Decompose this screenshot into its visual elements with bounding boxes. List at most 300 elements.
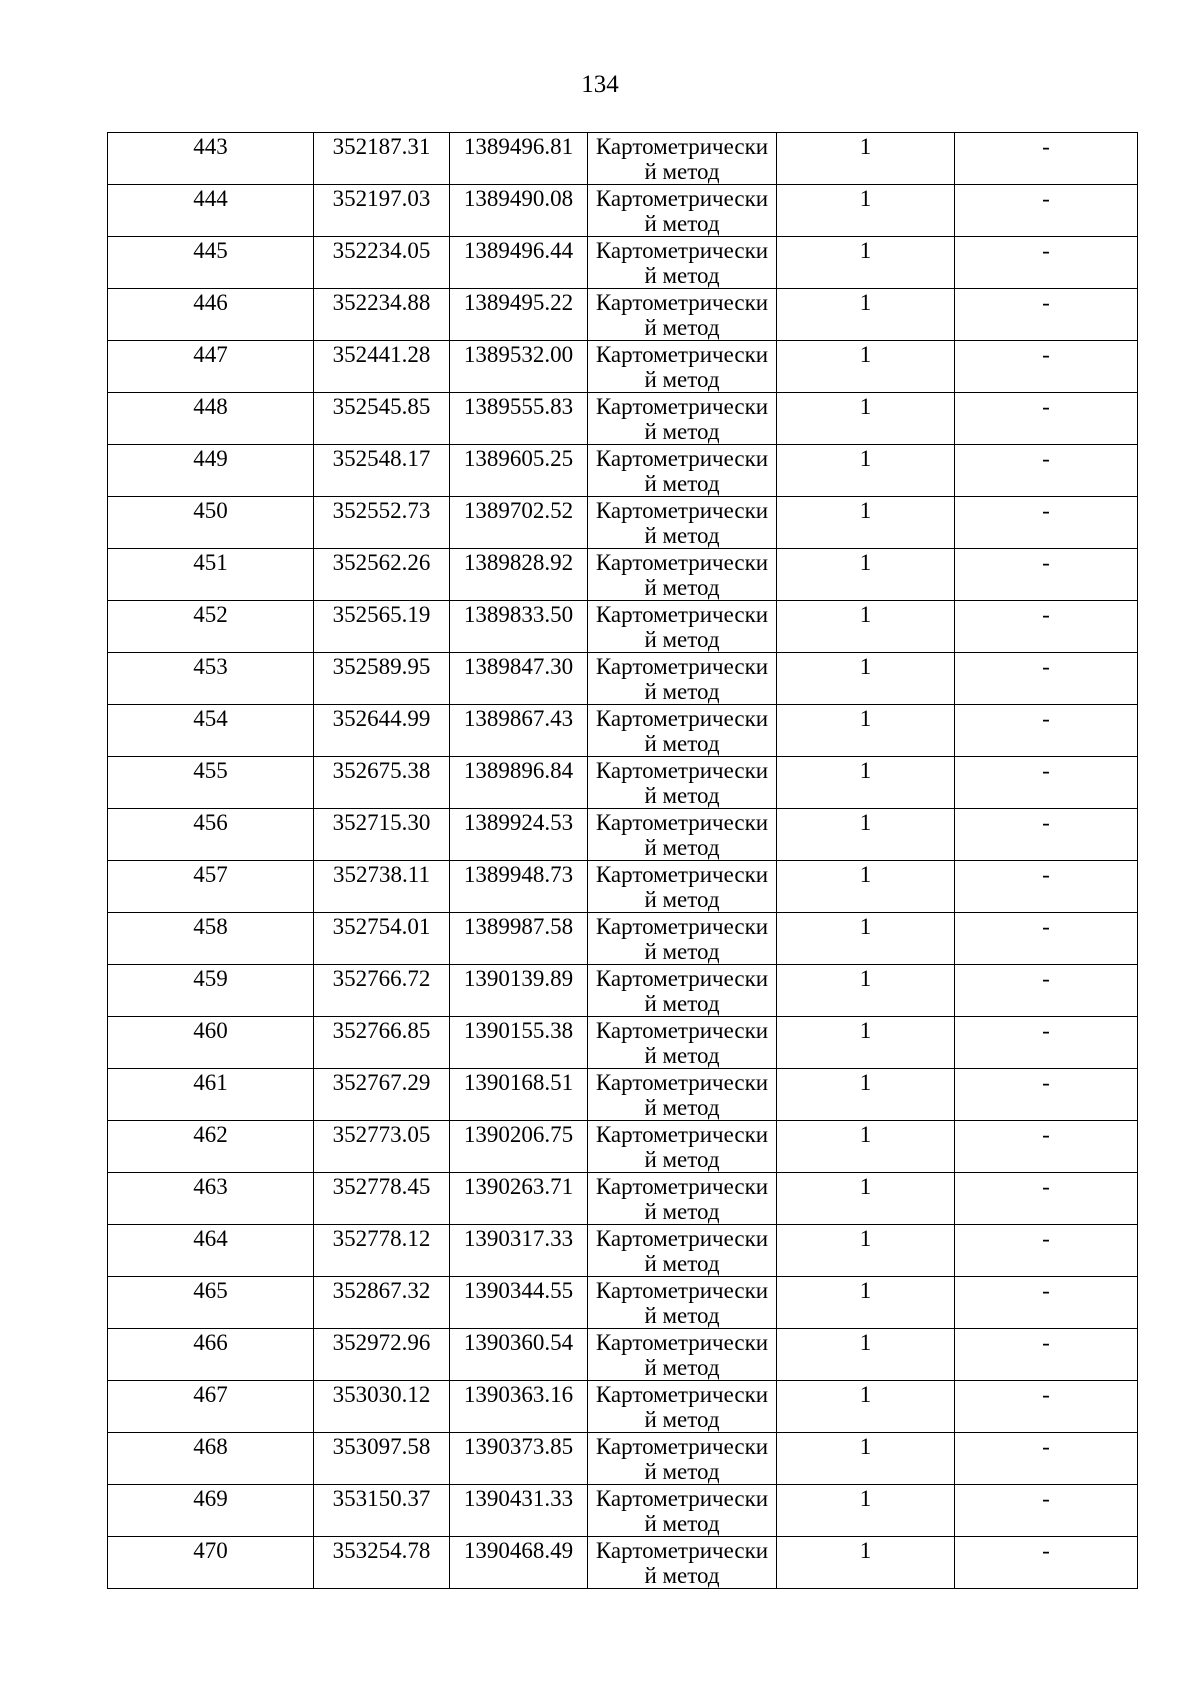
x-coordinate-cell xyxy=(314,653,450,705)
x-coordinate-value: 352738.11 xyxy=(333,862,430,887)
table-row xyxy=(108,1225,1138,1277)
point-number-value: 451 xyxy=(193,550,228,575)
method-value: Картометрически й метод xyxy=(595,1382,769,1432)
description-value: - xyxy=(1042,1486,1050,1511)
x-coordinate-value: 352867.32 xyxy=(332,1278,431,1303)
point-number-cell xyxy=(108,913,314,965)
y-coordinate-value: 1390431.33 xyxy=(463,1486,574,1511)
x-coordinate-cell xyxy=(314,185,450,237)
accuracy-value: 1 xyxy=(859,1226,872,1251)
description-cell xyxy=(955,965,1138,1017)
point-number-value: 463 xyxy=(193,1174,228,1199)
description-cell xyxy=(955,341,1138,393)
method-value: Картометрически й метод xyxy=(595,186,769,236)
accuracy-value: 1 xyxy=(859,550,872,575)
x-coordinate-value: 352766.85 xyxy=(332,1018,431,1043)
accuracy-cell xyxy=(777,1329,955,1381)
description-value: - xyxy=(1042,1330,1050,1355)
y-coordinate-cell xyxy=(450,757,588,809)
x-coordinate-cell xyxy=(314,705,450,757)
accuracy-value: 1 xyxy=(859,134,872,159)
accuracy-value: 1 xyxy=(859,1382,872,1407)
table-row xyxy=(108,185,1138,237)
y-coordinate-cell xyxy=(450,653,588,705)
accuracy-cell xyxy=(777,1433,955,1485)
method-cell xyxy=(588,705,777,757)
y-coordinate-value: 1390363.16 xyxy=(463,1382,574,1407)
description-cell xyxy=(955,1485,1138,1537)
y-coordinate-cell xyxy=(450,1537,588,1589)
method-value: Картометрически й метод xyxy=(595,654,769,704)
x-coordinate-cell xyxy=(314,1069,450,1121)
point-number-cell xyxy=(108,549,314,601)
x-coordinate-value: 352234.88 xyxy=(332,290,431,315)
table-row xyxy=(108,757,1138,809)
table-row xyxy=(108,1485,1138,1537)
accuracy-value: 1 xyxy=(859,1434,872,1459)
description-cell xyxy=(955,653,1138,705)
accuracy-cell xyxy=(777,1173,955,1225)
method-cell xyxy=(588,965,777,1017)
method-value: Картометрически й метод xyxy=(595,1330,769,1380)
method-cell xyxy=(588,1277,777,1329)
description-value: - xyxy=(1042,1070,1050,1095)
method-cell xyxy=(588,497,777,549)
y-coordinate-cell xyxy=(450,1433,588,1485)
accuracy-cell xyxy=(777,497,955,549)
x-coordinate-cell xyxy=(314,549,450,601)
method-value: Картометрически й метод xyxy=(595,290,769,340)
table-row xyxy=(108,445,1138,497)
description-cell xyxy=(955,1017,1138,1069)
method-cell xyxy=(588,393,777,445)
method-value: Картометрически й метод xyxy=(595,862,769,912)
accuracy-cell xyxy=(777,445,955,497)
description-cell xyxy=(955,393,1138,445)
method-cell xyxy=(588,1485,777,1537)
accuracy-value: 1 xyxy=(859,238,872,263)
y-coordinate-value: 1389496.44 xyxy=(463,238,574,263)
y-coordinate-value: 1389828.92 xyxy=(463,550,574,575)
x-coordinate-cell xyxy=(314,1173,450,1225)
description-cell xyxy=(955,601,1138,653)
x-coordinate-value: 352675.38 xyxy=(332,758,431,783)
point-number-cell xyxy=(108,1537,314,1589)
method-value: Картометрически й метод xyxy=(595,1434,769,1484)
point-number-value: 446 xyxy=(193,290,228,315)
point-number-cell xyxy=(108,809,314,861)
point-number-cell xyxy=(108,1329,314,1381)
method-cell xyxy=(588,913,777,965)
x-coordinate-value: 352589.95 xyxy=(332,654,431,679)
x-coordinate-cell xyxy=(314,757,450,809)
point-number-value: 452 xyxy=(193,602,228,627)
method-cell xyxy=(588,1225,777,1277)
y-coordinate-cell xyxy=(450,1225,588,1277)
method-value: Картометрически й метод xyxy=(595,1486,769,1536)
method-value: Картометрически й метод xyxy=(595,550,769,600)
x-coordinate-value: 352545.85 xyxy=(332,394,431,419)
method-cell xyxy=(588,1069,777,1121)
description-cell xyxy=(955,185,1138,237)
x-coordinate-value: 352715.30 xyxy=(332,810,431,835)
y-coordinate-value: 1389555.83 xyxy=(463,394,574,419)
point-number-cell xyxy=(108,393,314,445)
description-cell xyxy=(955,1173,1138,1225)
accuracy-value: 1 xyxy=(859,342,872,367)
method-cell xyxy=(588,757,777,809)
description-cell xyxy=(955,1433,1138,1485)
description-cell xyxy=(955,913,1138,965)
y-coordinate-cell xyxy=(450,965,588,1017)
point-number-value: 459 xyxy=(193,966,228,991)
description-cell xyxy=(955,1069,1138,1121)
table-row xyxy=(108,1069,1138,1121)
method-value: Картометрически й метод xyxy=(595,1278,769,1328)
accuracy-cell xyxy=(777,185,955,237)
point-number-cell xyxy=(108,653,314,705)
point-number-cell xyxy=(108,1485,314,1537)
accuracy-value: 1 xyxy=(859,1330,872,1355)
point-number-cell xyxy=(108,705,314,757)
method-cell xyxy=(588,185,777,237)
description-value: - xyxy=(1042,654,1050,679)
x-coordinate-value: 352766.72 xyxy=(332,966,431,991)
accuracy-cell xyxy=(777,1225,955,1277)
y-coordinate-cell xyxy=(450,601,588,653)
accuracy-value: 1 xyxy=(859,1278,872,1303)
accuracy-value: 1 xyxy=(859,446,872,471)
table-row xyxy=(108,1537,1138,1589)
x-coordinate-value: 352565.19 xyxy=(332,602,431,627)
description-value: - xyxy=(1042,446,1050,471)
x-coordinate-cell xyxy=(314,601,450,653)
method-value: Картометрически й метод xyxy=(595,758,769,808)
accuracy-value: 1 xyxy=(859,758,872,783)
accuracy-cell xyxy=(777,705,955,757)
point-number-value: 450 xyxy=(193,498,228,523)
point-number-value: 447 xyxy=(193,342,228,367)
coordinates-table xyxy=(107,132,1138,1589)
accuracy-value: 1 xyxy=(859,706,872,731)
point-number-cell xyxy=(108,289,314,341)
description-value: - xyxy=(1042,342,1050,367)
y-coordinate-value: 1390263.71 xyxy=(463,1174,574,1199)
x-coordinate-value: 352562.26 xyxy=(332,550,431,575)
accuracy-value: 1 xyxy=(859,1018,872,1043)
point-number-value: 458 xyxy=(193,914,228,939)
accuracy-value: 1 xyxy=(859,186,872,211)
table-row xyxy=(108,1173,1138,1225)
point-number-cell xyxy=(108,1173,314,1225)
description-value: - xyxy=(1042,1434,1050,1459)
table-row xyxy=(108,965,1138,1017)
accuracy-cell xyxy=(777,861,955,913)
method-cell xyxy=(588,653,777,705)
accuracy-value: 1 xyxy=(859,1122,872,1147)
y-coordinate-cell xyxy=(450,913,588,965)
x-coordinate-cell xyxy=(314,237,450,289)
point-number-value: 466 xyxy=(193,1330,228,1355)
accuracy-cell xyxy=(777,1381,955,1433)
description-cell xyxy=(955,549,1138,601)
method-value: Картометрически й метод xyxy=(595,602,769,652)
method-cell xyxy=(588,1381,777,1433)
accuracy-cell xyxy=(777,393,955,445)
y-coordinate-cell xyxy=(450,341,588,393)
x-coordinate-cell xyxy=(314,965,450,1017)
method-value: Картометрически й метод xyxy=(595,1122,769,1172)
point-number-cell xyxy=(108,1381,314,1433)
y-coordinate-cell xyxy=(450,497,588,549)
point-number-cell xyxy=(108,965,314,1017)
description-value: - xyxy=(1042,758,1050,783)
y-coordinate-value: 1390360.54 xyxy=(463,1330,574,1355)
method-value: Картометрически й метод xyxy=(595,238,769,288)
y-coordinate-value: 1389605.25 xyxy=(463,446,574,471)
accuracy-value: 1 xyxy=(859,394,872,419)
method-value: Картометрически й метод xyxy=(595,394,769,444)
accuracy-value: 1 xyxy=(859,810,872,835)
x-coordinate-value: 352778.12 xyxy=(332,1226,431,1251)
method-cell xyxy=(588,1173,777,1225)
x-coordinate-value: 352234.05 xyxy=(332,238,431,263)
point-number-cell xyxy=(108,757,314,809)
description-value: - xyxy=(1042,1278,1050,1303)
accuracy-value: 1 xyxy=(859,602,872,627)
y-coordinate-cell xyxy=(450,1329,588,1381)
point-number-value: 455 xyxy=(193,758,228,783)
description-cell xyxy=(955,1329,1138,1381)
method-cell xyxy=(588,341,777,393)
y-coordinate-value: 1389924.53 xyxy=(463,810,574,835)
y-coordinate-cell xyxy=(450,549,588,601)
method-value: Картометрически й метод xyxy=(595,1226,769,1276)
point-number-cell xyxy=(108,601,314,653)
x-coordinate-cell xyxy=(314,861,450,913)
point-number-value: 470 xyxy=(193,1538,228,1563)
accuracy-value: 1 xyxy=(859,1538,872,1563)
method-cell xyxy=(588,289,777,341)
accuracy-cell xyxy=(777,341,955,393)
method-value: Картометрически й метод xyxy=(595,966,769,1016)
accuracy-cell xyxy=(777,653,955,705)
method-value: Картометрически й метод xyxy=(595,134,769,184)
table-row xyxy=(108,809,1138,861)
point-number-value: 462 xyxy=(193,1122,228,1147)
accuracy-value: 1 xyxy=(859,1070,872,1095)
description-value: - xyxy=(1042,1382,1050,1407)
y-coordinate-value: 1390317.33 xyxy=(463,1226,574,1251)
method-value: Картометрически й метод xyxy=(595,810,769,860)
y-coordinate-value: 1390168.51 xyxy=(463,1070,574,1095)
table-row xyxy=(108,1433,1138,1485)
y-coordinate-cell xyxy=(450,1381,588,1433)
x-coordinate-value: 352187.31 xyxy=(332,134,431,159)
x-coordinate-cell xyxy=(314,1277,450,1329)
x-coordinate-cell xyxy=(314,133,450,185)
description-cell xyxy=(955,1537,1138,1589)
accuracy-value: 1 xyxy=(859,914,872,939)
accuracy-value: 1 xyxy=(859,966,872,991)
accuracy-cell xyxy=(777,1485,955,1537)
description-value: - xyxy=(1042,1018,1050,1043)
description-cell xyxy=(955,705,1138,757)
x-coordinate-value: 352552.73 xyxy=(332,498,431,523)
point-number-value: 445 xyxy=(193,238,228,263)
y-coordinate-cell xyxy=(450,237,588,289)
point-number-value: 444 xyxy=(193,186,228,211)
description-cell xyxy=(955,289,1138,341)
table-row xyxy=(108,497,1138,549)
table-row xyxy=(108,393,1138,445)
point-number-cell xyxy=(108,861,314,913)
y-coordinate-value: 1390155.38 xyxy=(463,1018,574,1043)
point-number-value: 467 xyxy=(193,1382,228,1407)
point-number-cell xyxy=(108,1225,314,1277)
x-coordinate-cell xyxy=(314,393,450,445)
method-value: Картометрически й метод xyxy=(595,706,769,756)
accuracy-cell xyxy=(777,965,955,1017)
accuracy-value: 1 xyxy=(859,862,872,887)
method-value: Картометрически й метод xyxy=(595,1538,769,1588)
y-coordinate-value: 1390468.49 xyxy=(463,1538,574,1563)
y-coordinate-cell xyxy=(450,1173,588,1225)
point-number-cell xyxy=(108,1433,314,1485)
y-coordinate-value: 1389987.58 xyxy=(463,914,574,939)
y-coordinate-value: 1389495.22 xyxy=(463,290,574,315)
y-coordinate-value: 1389948.73 xyxy=(463,862,574,887)
y-coordinate-cell xyxy=(450,1121,588,1173)
description-cell xyxy=(955,1277,1138,1329)
accuracy-value: 1 xyxy=(859,1174,872,1199)
point-number-cell xyxy=(108,497,314,549)
y-coordinate-cell xyxy=(450,705,588,757)
accuracy-cell xyxy=(777,133,955,185)
accuracy-cell xyxy=(777,1121,955,1173)
description-value: - xyxy=(1042,394,1050,419)
point-number-value: 464 xyxy=(193,1226,228,1251)
description-cell xyxy=(955,445,1138,497)
table-row xyxy=(108,1277,1138,1329)
description-value: - xyxy=(1042,238,1050,263)
point-number-cell xyxy=(108,1017,314,1069)
table-row xyxy=(108,549,1138,601)
description-value: - xyxy=(1042,1538,1050,1563)
x-coordinate-value: 352441.28 xyxy=(332,342,431,367)
description-value: - xyxy=(1042,706,1050,731)
x-coordinate-value: 352754.01 xyxy=(332,914,431,939)
accuracy-cell xyxy=(777,1277,955,1329)
method-cell xyxy=(588,1537,777,1589)
y-coordinate-value: 1389847.30 xyxy=(463,654,574,679)
method-value: Картометрически й метод xyxy=(595,1018,769,1068)
accuracy-cell xyxy=(777,1537,955,1589)
y-coordinate-cell xyxy=(450,289,588,341)
accuracy-cell xyxy=(777,809,955,861)
method-value: Картометрически й метод xyxy=(595,498,769,548)
point-number-value: 465 xyxy=(193,1278,228,1303)
method-cell xyxy=(588,549,777,601)
description-value: - xyxy=(1042,550,1050,575)
method-cell xyxy=(588,133,777,185)
y-coordinate-cell xyxy=(450,1277,588,1329)
method-value: Картометрически й метод xyxy=(595,446,769,496)
point-number-value: 449 xyxy=(193,446,228,471)
point-number-value: 460 xyxy=(193,1018,228,1043)
point-number-cell xyxy=(108,1069,314,1121)
y-coordinate-cell xyxy=(450,1017,588,1069)
table-row xyxy=(108,653,1138,705)
description-cell xyxy=(955,809,1138,861)
x-coordinate-cell xyxy=(314,445,450,497)
table-row xyxy=(108,1017,1138,1069)
method-value: Картометрически й метод xyxy=(595,1070,769,1120)
method-cell xyxy=(588,1121,777,1173)
description-value: - xyxy=(1042,1122,1050,1147)
accuracy-cell xyxy=(777,1069,955,1121)
y-coordinate-cell xyxy=(450,133,588,185)
accuracy-value: 1 xyxy=(859,1486,872,1511)
accuracy-cell xyxy=(777,601,955,653)
y-coordinate-value: 1389896.84 xyxy=(463,758,574,783)
x-coordinate-value: 353150.37 xyxy=(332,1486,431,1511)
method-cell xyxy=(588,1017,777,1069)
x-coordinate-cell xyxy=(314,289,450,341)
y-coordinate-value: 1390344.55 xyxy=(463,1278,574,1303)
description-value: - xyxy=(1042,966,1050,991)
description-value: - xyxy=(1042,498,1050,523)
description-cell xyxy=(955,1381,1138,1433)
description-value: - xyxy=(1042,1226,1050,1251)
y-coordinate-cell xyxy=(450,1485,588,1537)
x-coordinate-value: 352773.05 xyxy=(332,1122,431,1147)
x-coordinate-cell xyxy=(314,1433,450,1485)
x-coordinate-cell xyxy=(314,913,450,965)
description-value: - xyxy=(1042,1174,1050,1199)
x-coordinate-value: 352767.29 xyxy=(332,1070,431,1095)
table-row xyxy=(108,237,1138,289)
y-coordinate-value: 1389833.50 xyxy=(463,602,574,627)
description-cell xyxy=(955,1121,1138,1173)
point-number-cell xyxy=(108,1277,314,1329)
point-number-cell xyxy=(108,341,314,393)
y-coordinate-cell xyxy=(450,445,588,497)
description-value: - xyxy=(1042,810,1050,835)
y-coordinate-cell xyxy=(450,861,588,913)
point-number-value: 448 xyxy=(193,394,228,419)
x-coordinate-value: 352197.03 xyxy=(332,186,431,211)
description-value: - xyxy=(1042,290,1050,315)
method-value: Картометрически й метод xyxy=(595,342,769,392)
point-number-cell xyxy=(108,237,314,289)
point-number-value: 469 xyxy=(193,1486,228,1511)
x-coordinate-cell xyxy=(314,1381,450,1433)
point-number-value: 457 xyxy=(193,862,228,887)
y-coordinate-cell xyxy=(450,1069,588,1121)
table-row xyxy=(108,601,1138,653)
description-value: - xyxy=(1042,914,1050,939)
accuracy-cell xyxy=(777,289,955,341)
method-value: Картометрически й метод xyxy=(595,914,769,964)
point-number-value: 443 xyxy=(193,134,228,159)
description-cell xyxy=(955,497,1138,549)
accuracy-value: 1 xyxy=(859,498,872,523)
table-row xyxy=(108,289,1138,341)
y-coordinate-value: 1389867.43 xyxy=(463,706,574,731)
table-row xyxy=(108,913,1138,965)
description-cell xyxy=(955,1225,1138,1277)
